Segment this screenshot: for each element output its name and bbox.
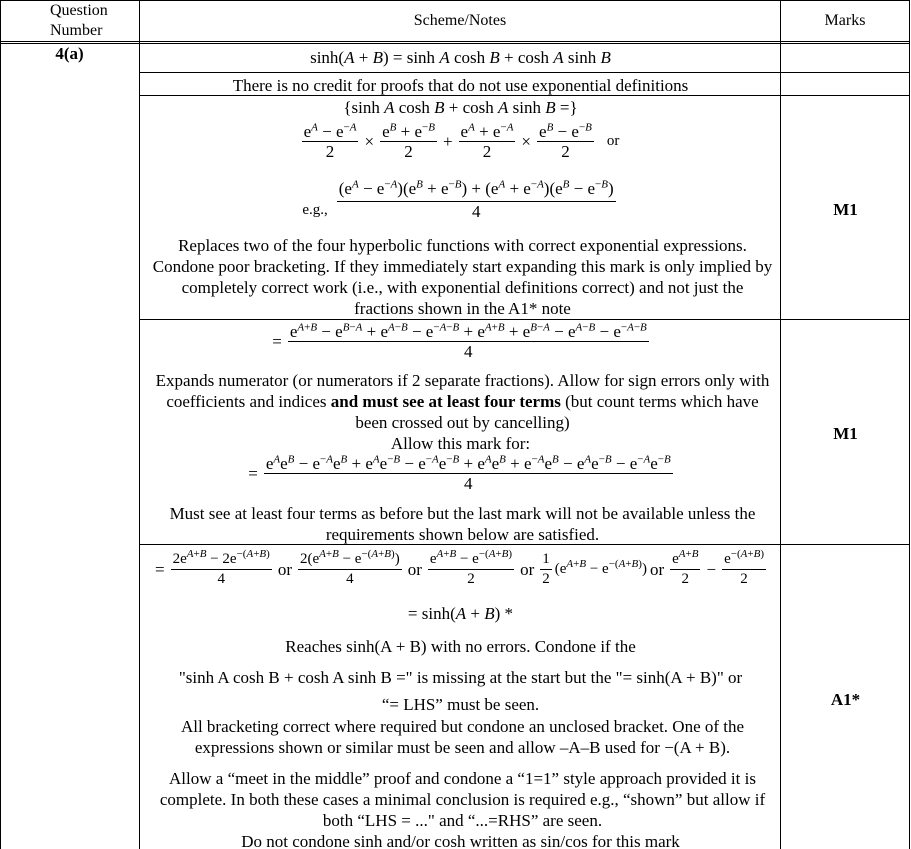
credit-note: There is no credit for proofs that do not use exponential definitions (232, 76, 689, 95)
header-scheme-notes: Scheme/Notes (413, 12, 507, 29)
fraction-sinh-a: $\frac{e^A - e^{-A}}{2}$ (303, 121, 357, 161)
row4-expansion: = $\frac{e^{A+B} - e^{B-A} + e^{A-B} - e^{-A-B} + e^{A+B} + e^{B-A} - e^{A-B} - e^{-A-B}}{4}$ (272, 321, 647, 361)
mark-m1-first: M1 (833, 200, 858, 219)
fraction-expanded: $\frac{e^{A+B} - e^{B-A} + e^{A-B} - e^{-A-B} + e^{A+B} + e^{B-A} - e^{A-B} - e^{-A-B}}{4}$ (289, 321, 647, 361)
form-one-half: $\frac{1}{2}$ (542, 551, 550, 587)
question-number: 4(a) (55, 44, 84, 63)
form-split-b: $\frac{e^{-(A+B)}}{2}$ (724, 548, 764, 587)
identity-statement: sinh(A + B) = sinh A cosh B + cosh A sinh B (310, 48, 611, 67)
row-divider-3 (140, 319, 910, 320)
column-divider-1 (139, 0, 140, 849)
row5-line3: “= LHS” must be seen. (381, 695, 540, 714)
column-divider-2 (780, 0, 781, 849)
mark-a1-star: A1* (830, 690, 861, 709)
fraction-sinh-b: $\frac{e^B - e^{-B}}{2}$ (539, 121, 592, 161)
fraction-combined: $\frac{(e^A - e^{-A})(e^B + e^{-B}) + (e^A + e^{-A})(e^B - e^{-B})}{4}$ (338, 177, 614, 221)
row5-line2: "sinh A cosh B + cosh A sinh B =" is missing at the start but the "= sinh(A + B)" or (178, 668, 743, 687)
row4-requirement: Must see at least four terms as before but the last mark will not be available unless the requirements shown below are satisfied. (169, 504, 756, 544)
form-factored: $\frac{2(e^{A+B} - e^{-(A+B)})}{4}$ (299, 548, 400, 587)
row-divider-1 (140, 72, 910, 73)
row5-line6: Do not condone sinh and/or cosh written as sin/cos for this mark (241, 832, 680, 849)
header-marks: Marks (824, 12, 866, 29)
row4-allow: Allow this mark for: (390, 434, 531, 453)
row5-line5: Allow a “meet in the middle” proof and condone a “1=1” style approach provided it is complete. In both these cases a minimal conclusion is required e.g., “shown” but allow if both “LHS = ..." and “...=RHS” are seen. (159, 769, 766, 830)
row5-result: = sinh(A + B) * (407, 604, 514, 623)
form-split-a: $\frac{e^{A+B}}{2}$ (672, 548, 699, 587)
row5-line1: Reaches sinh(A + B) with no errors. Condone if the (285, 637, 636, 656)
border-right (909, 0, 910, 849)
mark-m1-second: M1 (833, 424, 858, 443)
header-question-number: Question Number (50, 2, 108, 39)
border-top (0, 0, 910, 1)
row4-explanation: Expands numerator (or numerators if 2 separate fractions). Allow for sign errors only with coefficients and indices and must see at least four terms (but count terms which have been crossed out by cancelling) (155, 371, 770, 432)
row4-alternative: = $e^Ae^B - e^{-A}e^B + e^Ae^{-B} - e^{-A}e^{-B} + e^Ae^B + e^{-A}e^B - e^Ae^{-B} - e^{-A}e^{-B}$ 4 (248, 453, 671, 493)
fraction-alternative: $e^Ae^B - e^{-A}e^B + e^Ae^{-B} - e^{-A}e^{-B} + e^Ae^B + e^{-A}e^B - e^Ae^{-B} - e^{-A}e^{-B}$ 4 (265, 453, 671, 493)
form-half: $\frac{e^{A+B} - e^{-(A+B)}}{2}$ (429, 548, 513, 587)
row3-example: e.g., $\frac{(e^A - e^{-A})(e^B + e^{-B}) + (e^A + e^{-A})(e^B - e^{-B})}{4}$ (302, 177, 614, 221)
row3-explanation: Replaces two of the four hyperbolic functions with correct exponential expressions. Condone poor bracketing. If they immediately start expanding this mark is only implied by completely correct work (i.e., with exponential definitions correct) and not just the fractions shown in the A1* note (152, 236, 773, 318)
border-left (0, 0, 1, 849)
row5-line4: All bracketing correct where required but condone an unclosed bracket. One of the expressions shown or similar must be seen and allow –A–B used for −(A + B). (180, 717, 745, 757)
fraction-cosh-b: $\frac{e^B + e^{-B}}{2}$ (382, 121, 435, 161)
row3-start: {sinh A cosh B + cosh A sinh B =} (343, 98, 578, 117)
row3-fractions: $\frac{e^A - e^{-A}}{2}$ × $\frac{e^B + e^{-B}}{2}$ + $\frac{e^A + e^{-A}}{2}$ × $\frac{e^B - e^{-B}}{2}$ or (303, 121, 620, 161)
form-2e: $\frac{2e^{A+B} - 2e^{-(A+B)}}{4}$ (172, 548, 270, 587)
row5-simplifications: = $\frac{2e^{A+B} - 2e^{-(A+B)}}{4}$ or $\frac{2(e^{A+B} - e^{-(A+B)})}{4}$ or $\frac{e^{A+B} - e^{-(A+B)}}{2}$ or $\frac{1}{2}$ $(e^{A+B} - e^{-(A+B)})$ or $\frac{e^{A+B}}{2}$ − $\frac{e^{-(A+B)}}{2}$ (155, 548, 764, 587)
fraction-cosh-a: $\frac{e^A + e^{-A}}{2}$ (460, 121, 514, 161)
